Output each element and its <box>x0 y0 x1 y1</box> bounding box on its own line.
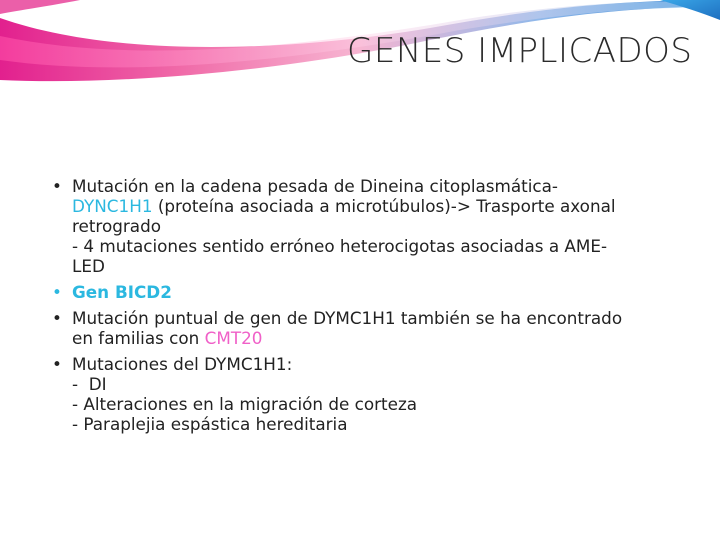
slide-title: GENES IMPLICADOS <box>347 31 693 71</box>
bullet-text: - Alteraciones en la migración de corteza <box>72 394 418 414</box>
bullet-item-dynein <box>52 176 682 276</box>
bullet-item-mutation <box>52 308 682 348</box>
gene-highlight: Gen BICD2 <box>72 282 172 302</box>
bullet-text: retrogrado <box>72 216 161 236</box>
bullet-text: LED <box>72 256 105 276</box>
bullet-marker: • <box>52 308 62 328</box>
gene-highlight: CMT20 <box>204 328 263 348</box>
bullet-list <box>52 176 682 440</box>
bullet-text: (proteína asociada a microtúbulos)-> Trasporte axonal <box>152 196 616 216</box>
ribbon-top-left <box>0 0 80 14</box>
bullet-marker: • <box>52 176 62 196</box>
bullet-text: Mutación en la cadena pesada de Dineina citoplasmática- <box>72 176 558 196</box>
bullet-text: - DI <box>72 374 107 394</box>
bullet-text: en familias con <box>72 328 205 348</box>
bullet-text: Mutaciones del DYMC1H1: <box>72 354 293 374</box>
bullet-text: - 4 mutaciones sentido erróneo heterocigotas asociadas a AME- <box>72 236 608 256</box>
bullet-line <box>72 196 682 216</box>
gene-highlight: DYNC1H1 <box>72 196 153 216</box>
bullet-marker: • <box>52 282 62 302</box>
bullet-line <box>72 328 682 348</box>
bullet-item-bicd2 <box>52 282 682 302</box>
bullet-marker: • <box>52 354 62 374</box>
bullet-text: Mutación puntual de gen de DYMC1H1 también se ha encontrado <box>72 308 623 328</box>
bullet-text: - Paraplejia espástica hereditaria <box>72 414 348 434</box>
bullet-item-dymc1h1 <box>52 354 682 434</box>
